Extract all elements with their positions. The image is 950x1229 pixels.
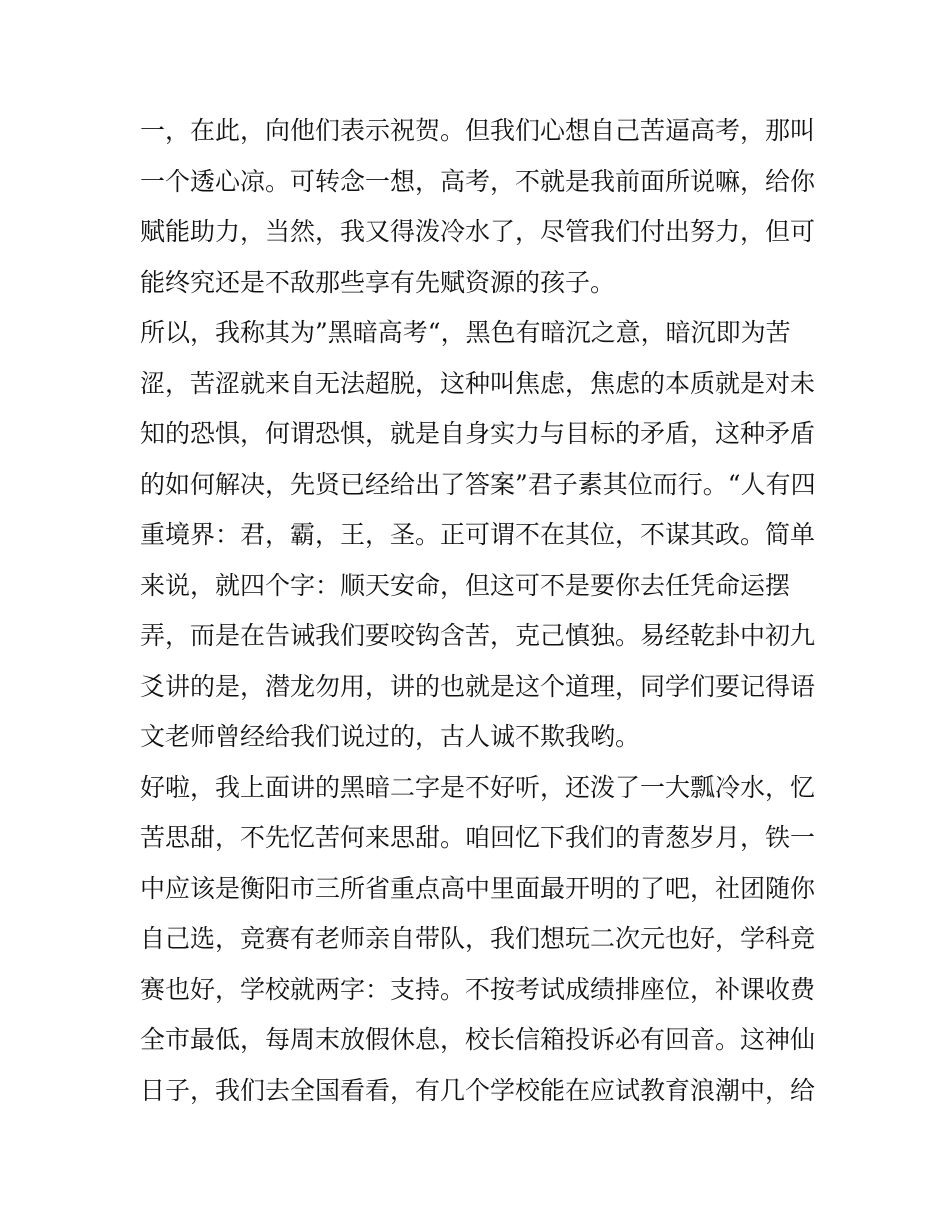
text-line: 来说，就四个字：顺天安命，但这可不是要你去任凭命运摆 <box>140 570 791 600</box>
text-line: 文老师曾经给我们说过的，古人诚不欺我哟。 <box>140 722 641 751</box>
text-line: 全市最低，每周末放假休息，校长信箱投诉必有回音。这神仙 <box>140 1025 816 1054</box>
text-line: 知的恐惧，何谓恐惧，就是自身实力与目标的矛盾，这种矛盾 <box>140 419 816 448</box>
body-text <box>140 106 820 1116</box>
text-line: 苦思甜，不先忆苦何来思甜。咱回忆下我们的青葱岁月，铁一 <box>140 823 816 852</box>
text-line: 赛也好，学校就两字：支持。不按考试成绩排座位，补课收费 <box>140 974 816 1004</box>
text-line: 的如何解决，先贤已经给出了答案”君子素其位而行。“人有四 <box>140 469 816 499</box>
text-line: 一个透心凉。可转念一想，高考，不就是我前面所说嘛，给你 <box>140 166 816 196</box>
text-line: 弄，而是在告诫我们要咬钩含苦，克己慎独。易经乾卦中初九 <box>140 621 816 650</box>
text-line: 所以，我称其为”黑暗高考“，黑色有暗沉之意，暗沉即为苦 <box>140 318 791 347</box>
text-line: 爻讲的是，潜龙勿用，讲的也就是这个道理，同学们要记得语 <box>140 671 816 701</box>
text-line: 日子，我们去全国看看，有几个学校能在应试教育浪潮中，给 <box>140 1075 816 1105</box>
text-line: 能终究还是不敌那些享有先赋资源的孩子。 <box>140 267 616 297</box>
text-line: 赋能助力，当然，我又得泼冷水了，尽管我们付出努力，但可 <box>140 217 816 246</box>
text-line: 一，在此，向他们表示祝贺。但我们心想自己苦逼高考，那叫 <box>140 116 816 145</box>
text-line: 自己选，竞赛有老师亲自带队，我们想玩二次元也好，学科竞 <box>140 924 816 953</box>
text-line: 涩，苦涩就来自无法超脱，这种叫焦虑，焦虑的本质就是对未 <box>140 368 816 398</box>
text-line: 中应该是衡阳市三所省重点高中里面最开明的了吧，社团随你 <box>140 873 816 903</box>
text-line: 好啦，我上面讲的黑暗二字是不好听，还泼了一大瓢冷水，忆 <box>140 772 816 802</box>
text-line: 重境界：君，霸，王，圣。正可谓不在其位，不谋其政。简单 <box>140 520 816 549</box>
